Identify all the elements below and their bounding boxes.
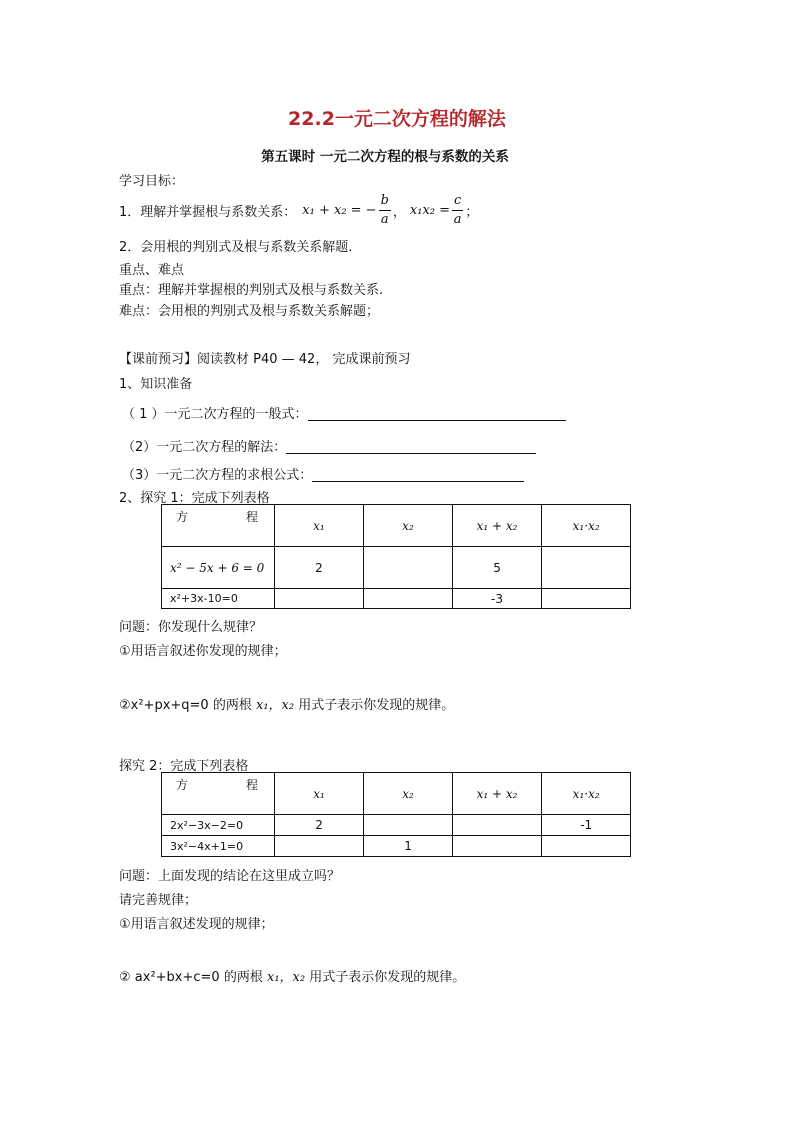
row1-product[interactable]: -1 xyxy=(542,815,631,836)
objective-1-prefix: 1．理解并掌握根与系数关系： xyxy=(119,204,297,220)
row2-sum[interactable] xyxy=(452,836,542,857)
page-subtitle: 第五课时 一元二次方程的根与系数的关系 xyxy=(261,149,509,165)
question-2-part-b-suffix: 用式子表示你发现的规律。 xyxy=(309,970,466,985)
header-product: x₁·x₂ xyxy=(542,505,631,547)
prep-question-3 xyxy=(122,464,524,483)
page-title: 22.2一元二次方程的解法 xyxy=(288,108,506,130)
header-equation xyxy=(162,505,275,547)
row2-x1[interactable] xyxy=(274,589,364,609)
question-2-part-b-prefix: ② ax²+bx+c=0 的两根 xyxy=(119,970,263,985)
row1-sum[interactable] xyxy=(452,815,542,836)
question-1-part-b-prefix: ②x²+px+q=0 的两根 xyxy=(119,698,252,713)
table-header-row xyxy=(162,505,631,547)
row2-x1[interactable] xyxy=(274,836,364,857)
table-row xyxy=(162,815,631,836)
row2-product[interactable] xyxy=(542,836,631,857)
header-x1: x₁ xyxy=(274,505,364,547)
row2-equation: 3x²−4x+1=0 xyxy=(162,836,275,857)
fraction-c-over-a xyxy=(452,192,463,229)
explore-1-heading: 2、探究 1：完成下列表格 xyxy=(119,491,270,506)
header-x2: x₂ xyxy=(364,505,453,547)
header-eq-char-1: 方 xyxy=(176,510,189,524)
header-x1: x₁ xyxy=(274,773,364,815)
question-2-part-b xyxy=(119,966,465,985)
row1-equation: x² − 5x + 6 = 0 xyxy=(162,547,275,589)
improve-rule: 请完善规律； xyxy=(119,893,198,908)
explore-2-table xyxy=(161,772,631,857)
focus-point: 重点：理解并掌握根的判别式及根与系数关系. xyxy=(119,283,384,298)
objectives-heading: 学习目标： xyxy=(119,174,185,189)
preview-heading: 【课前预习】阅读教材 P40 — 42， 完成课前预习 xyxy=(119,352,411,367)
prep-question-1 xyxy=(122,403,566,422)
fraction-c-denominator: a xyxy=(453,211,462,227)
question-1-part-b xyxy=(119,694,454,713)
row2-x2[interactable]: 1 xyxy=(364,836,453,857)
row1-x2[interactable] xyxy=(364,547,453,589)
table-row xyxy=(162,836,631,857)
formula-end: ； xyxy=(465,204,479,220)
question-2: 问题：上面发现的结论在这里成立吗？ xyxy=(119,869,341,884)
row1-product[interactable] xyxy=(542,547,631,589)
formula-sum-lhs: x₁ + x₂ = − xyxy=(302,202,377,218)
prep-question-3-label: （3）一元二次方程的求根公式： xyxy=(122,468,313,483)
row2-x2[interactable] xyxy=(364,589,453,609)
fraction-c-numerator: c xyxy=(452,192,463,211)
knowledge-prep-heading: 1、知识准备 xyxy=(119,377,193,392)
explore-2-heading: 探究 2：完成下列表格 xyxy=(119,759,249,774)
header-eq-char-2: 程 xyxy=(246,510,259,524)
formula-separator: ， xyxy=(392,204,406,220)
fraction-b-numerator: b xyxy=(379,192,391,211)
objective-item-1 xyxy=(119,190,478,230)
answer-blank-2[interactable] xyxy=(286,440,536,454)
row1-x2[interactable] xyxy=(364,815,453,836)
table-row xyxy=(162,589,631,609)
question-1-roots: x₁，x₂ xyxy=(255,698,295,713)
header-product: x₁·x₂ xyxy=(542,773,631,815)
prep-question-2 xyxy=(122,436,536,455)
row2-sum[interactable]: -3 xyxy=(452,589,542,609)
explore-1-table xyxy=(161,504,631,609)
answer-blank-1[interactable] xyxy=(308,407,566,421)
difficulty-point: 难点：会用根的判别式及根与系数关系解题； xyxy=(119,304,380,319)
header-equation xyxy=(162,773,275,815)
fraction-b-over-a xyxy=(379,192,391,229)
header-eq-char-1: 方 xyxy=(176,778,189,792)
row1-sum[interactable]: 5 xyxy=(452,547,542,589)
row1-equation: 2x²−3x−2=0 xyxy=(162,815,275,836)
row1-x1[interactable]: 2 xyxy=(274,547,364,589)
question-2-roots: x₁，x₂ xyxy=(266,970,306,985)
table-row xyxy=(162,547,631,589)
question-1-part-a: ①用语言叙述你发现的规律； xyxy=(119,644,287,659)
formula-product-lhs: x₁x₂ = xyxy=(409,202,451,218)
answer-blank-3[interactable] xyxy=(312,468,524,482)
key-points-heading: 重点、难点 xyxy=(119,263,185,278)
objective-item-2: 2．会用根的判别式及根与系数关系解题. xyxy=(119,240,353,255)
question-1: 问题：你发现什么规律？ xyxy=(119,620,263,635)
prep-question-2-label: （2）一元二次方程的解法： xyxy=(122,440,287,455)
header-eq-char-2: 程 xyxy=(246,778,259,792)
question-1-part-b-suffix: 用式子表示你发现的规律。 xyxy=(298,698,455,713)
row2-equation: x²+3x-10=0 xyxy=(162,589,275,609)
header-sum: x₁ + x₂ xyxy=(452,773,542,815)
row2-product[interactable] xyxy=(542,589,631,609)
row1-x1[interactable]: 2 xyxy=(274,815,364,836)
table-header-row xyxy=(162,773,631,815)
header-x2: x₂ xyxy=(364,773,453,815)
header-sum: x₁ + x₂ xyxy=(452,505,542,547)
fraction-b-denominator: a xyxy=(380,211,389,227)
question-2-part-a: ①用语言叙述发现的规律； xyxy=(119,917,274,932)
prep-question-1-label: （ 1 ）一元二次方程的一般式： xyxy=(122,407,308,422)
